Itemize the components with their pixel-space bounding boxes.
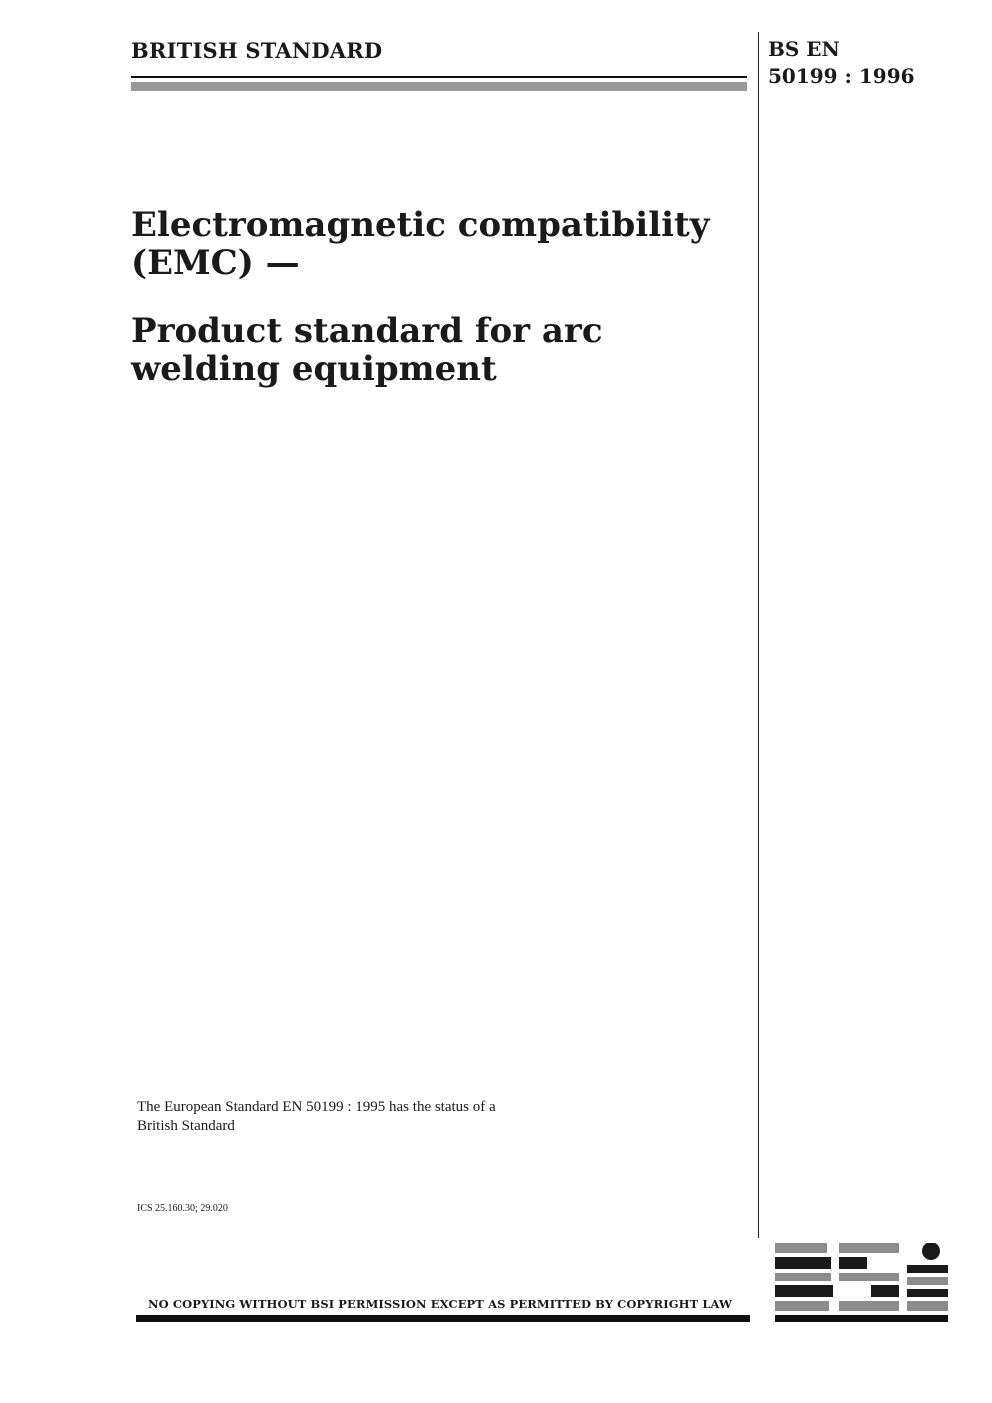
margin-divider [758,32,759,1238]
document-number-line-2: 50199 : 1996 [768,64,915,88]
copyright-notice: NO COPYING WITHOUT BSI PERMISSION EXCEPT AS PERMITTED BY COPYRIGHT LAW [148,1297,733,1311]
status-line-1: The European Standard EN 50199 : 1995 has the status of a [137,1099,496,1115]
header-rule-thin [131,76,747,78]
status-statement [137,1098,496,1136]
footer-rule-right [775,1315,948,1322]
subtitle-line-1: Product standard for arc [131,311,603,351]
document-number-line-1: BS EN [768,37,840,61]
bsi-logo-icon [775,1243,948,1311]
standard-type-label: BRITISH STANDARD [131,38,383,63]
subtitle-line-2: welding equipment [131,349,497,389]
document-title [131,206,741,388]
document-number [768,36,915,90]
ics-code: ICS 25.160.30; 29.020 [137,1203,228,1214]
header-rule-gray [131,82,747,91]
footer-rule-left [136,1315,750,1322]
title-line-1: Electromagnetic compatibility [131,205,710,245]
title-line-2: (EMC) — [131,243,300,283]
status-line-2: British Standard [137,1118,235,1134]
